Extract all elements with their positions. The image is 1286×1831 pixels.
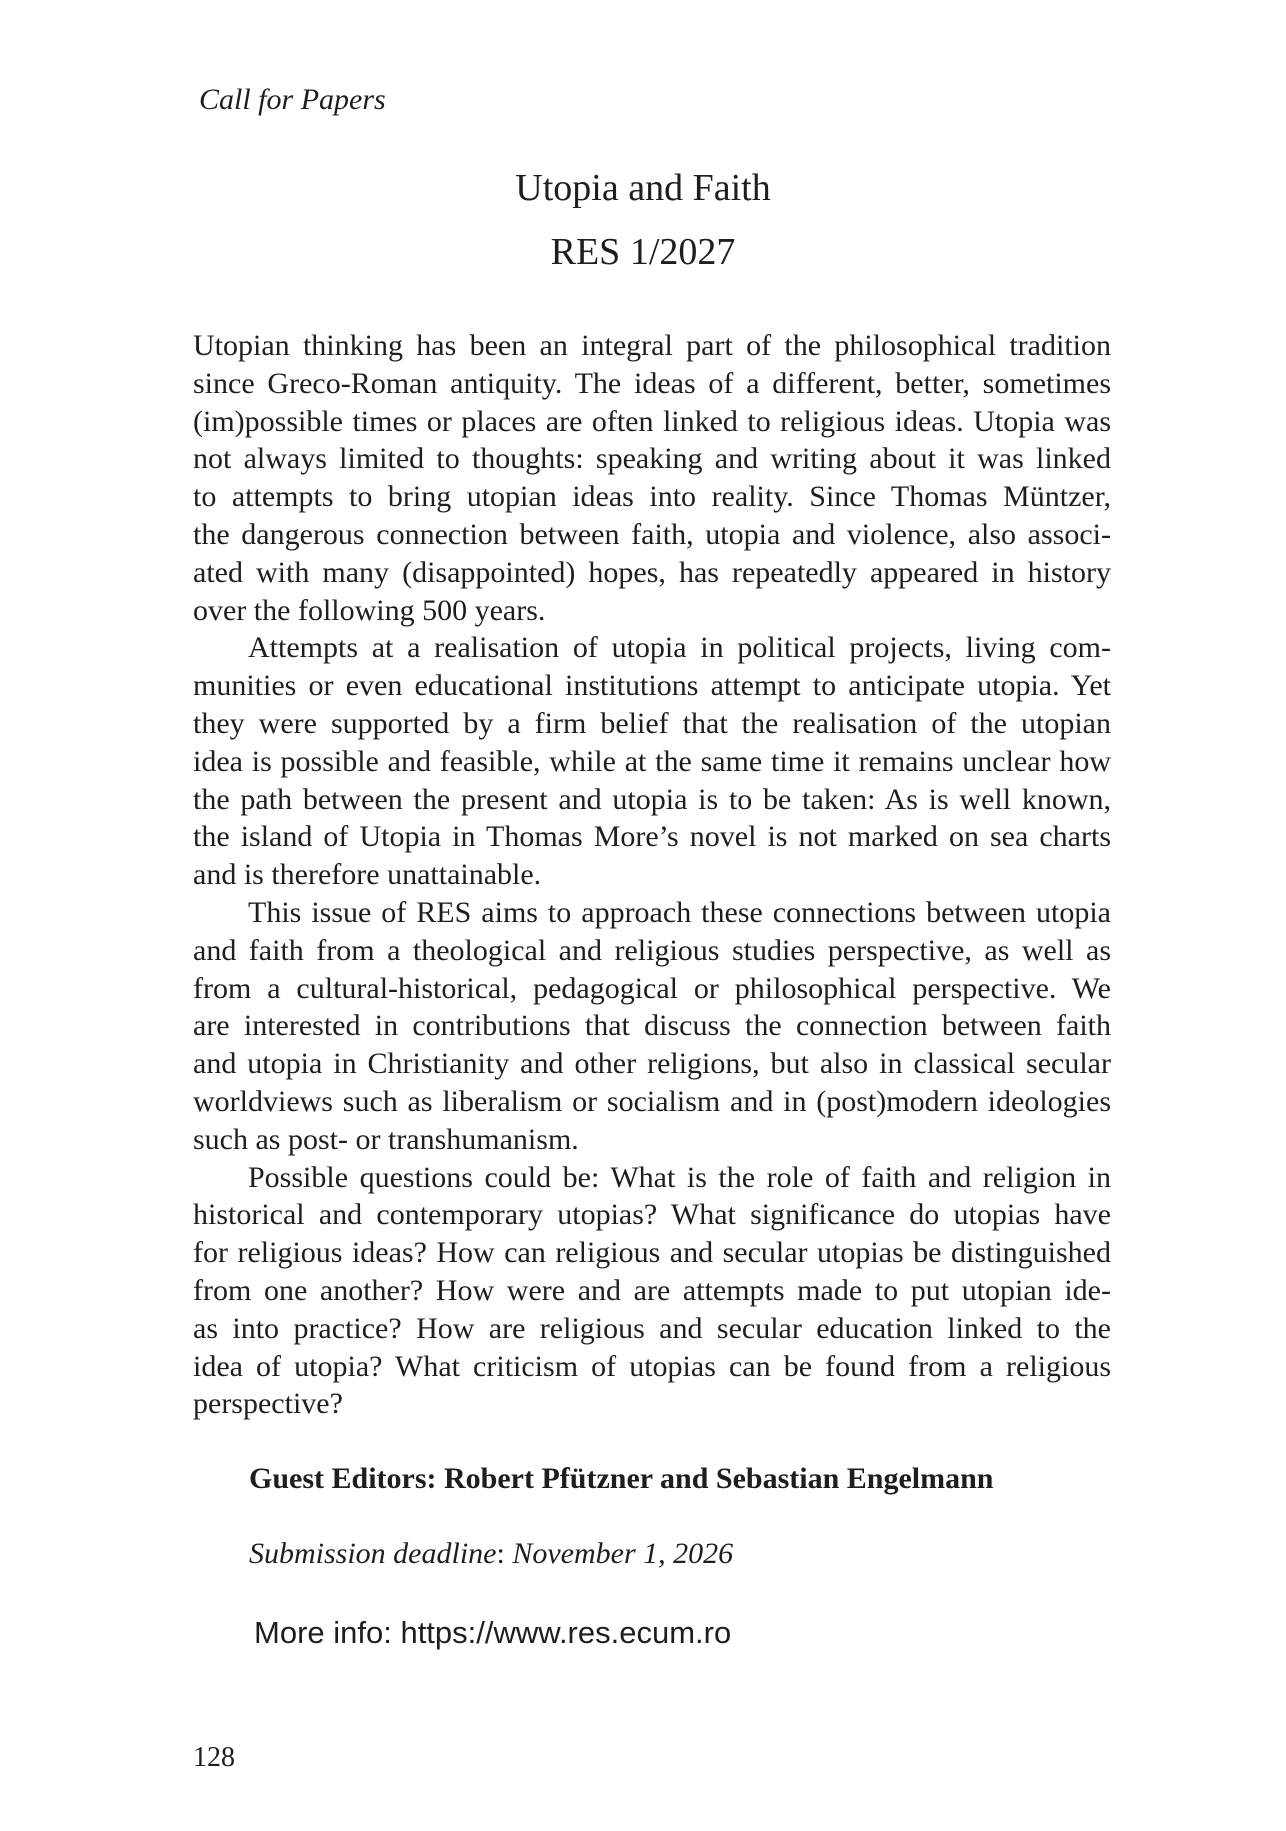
text-line: Attempts at a realisation of utopia in political projects, living com-: [248, 631, 1111, 665]
text-line: ated with many (disappointed) hopes, has repeatedly appeared in history: [193, 555, 1111, 589]
text-line: such as post- or transhumanism.: [193, 1122, 579, 1156]
paragraph-4: [193, 1159, 1111, 1424]
guest-editors: Guest Editors: Robert Pfützner and Sebastian Engelmann: [249, 1462, 994, 1495]
text-line: the island of Utopia in Thomas More’s novel is not marked on sea charts: [193, 820, 1111, 854]
text-line: from one another? How were and are attempts made to put utopian ide-: [193, 1273, 1111, 1307]
text-line: (im)possible times or places are often linked to religious ideas. Utopia was: [193, 404, 1111, 438]
text-line: are interested in contributions that discuss the connection between faith: [193, 1009, 1111, 1043]
text-line: munities or even educational institutions attempt to anticipate utopia. Yet: [193, 669, 1111, 703]
text-line: and utopia in Christianity and other religions, but also in classical secular: [193, 1047, 1111, 1081]
text-line: perspective?: [193, 1387, 343, 1421]
text-line: they were supported by a firm belief that the realisation of the utopian: [193, 706, 1111, 740]
text-line: since Greco-Roman antiquity. The ideas of a different, better, sometimes: [193, 366, 1111, 400]
text-line: from a cultural-historical, pedagogical or philosophical perspective. We: [193, 971, 1111, 1005]
paragraph-3: [193, 894, 1111, 1159]
text-line: worldviews such as liberalism or socialism and in (post)modern ideologies: [193, 1084, 1111, 1118]
more-info-link[interactable]: More info: https://www.res.ecum.ro: [254, 1615, 732, 1650]
paragraph-1: [193, 327, 1111, 629]
paragraph-2: [193, 629, 1111, 894]
text-line: to attempts to bring utopian ideas into reality. Since Thomas Müntzer,: [193, 480, 1111, 514]
text-line: and faith from a theological and religious studies perspective, as well as: [193, 933, 1111, 967]
text-line: over the following 500 years.: [193, 593, 546, 627]
text-line: for religious ideas? How can religious and secular utopias be distinguished: [193, 1236, 1111, 1270]
deadline-label: Submission deadline: [249, 1537, 497, 1570]
text-line: Utopian thinking has been an integral part of the philosophical tradition: [193, 329, 1111, 362]
article-title: Utopia and Faith: [515, 167, 771, 209]
running-head: Call for Papers: [199, 83, 386, 116]
page-number: 128: [193, 1742, 235, 1773]
text-line: the dangerous connection between faith, utopia and violence, also associ-: [193, 517, 1111, 551]
deadline-date: November 1, 2026: [512, 1537, 734, 1570]
text-line: This issue of RES aims to approach these connections between utopia: [248, 895, 1111, 929]
text-line: not always limited to thoughts: speaking and writing about it was linked: [193, 442, 1111, 476]
submission-deadline: [249, 1534, 733, 1574]
issue-subtitle: RES 1/2027: [550, 231, 736, 273]
text-line: and is therefore unattainable.: [193, 858, 542, 892]
text-line: idea is possible and feasible, while at the same time it remains unclear how: [193, 744, 1111, 778]
text-line: idea of utopia? What criticism of utopias can be found from a religious: [193, 1349, 1111, 1383]
text-line: historical and contemporary utopias? What significance do utopias have: [193, 1198, 1111, 1232]
text-line: the path between the present and utopia is to be taken: As is well known,: [193, 782, 1111, 816]
deadline-separator: :: [496, 1537, 513, 1570]
text-line: Possible questions could be: What is the role of faith and religion in: [248, 1160, 1111, 1194]
text-line: as into practice? How are religious and secular education linked to the: [193, 1311, 1111, 1345]
body-text: [193, 327, 1111, 1423]
